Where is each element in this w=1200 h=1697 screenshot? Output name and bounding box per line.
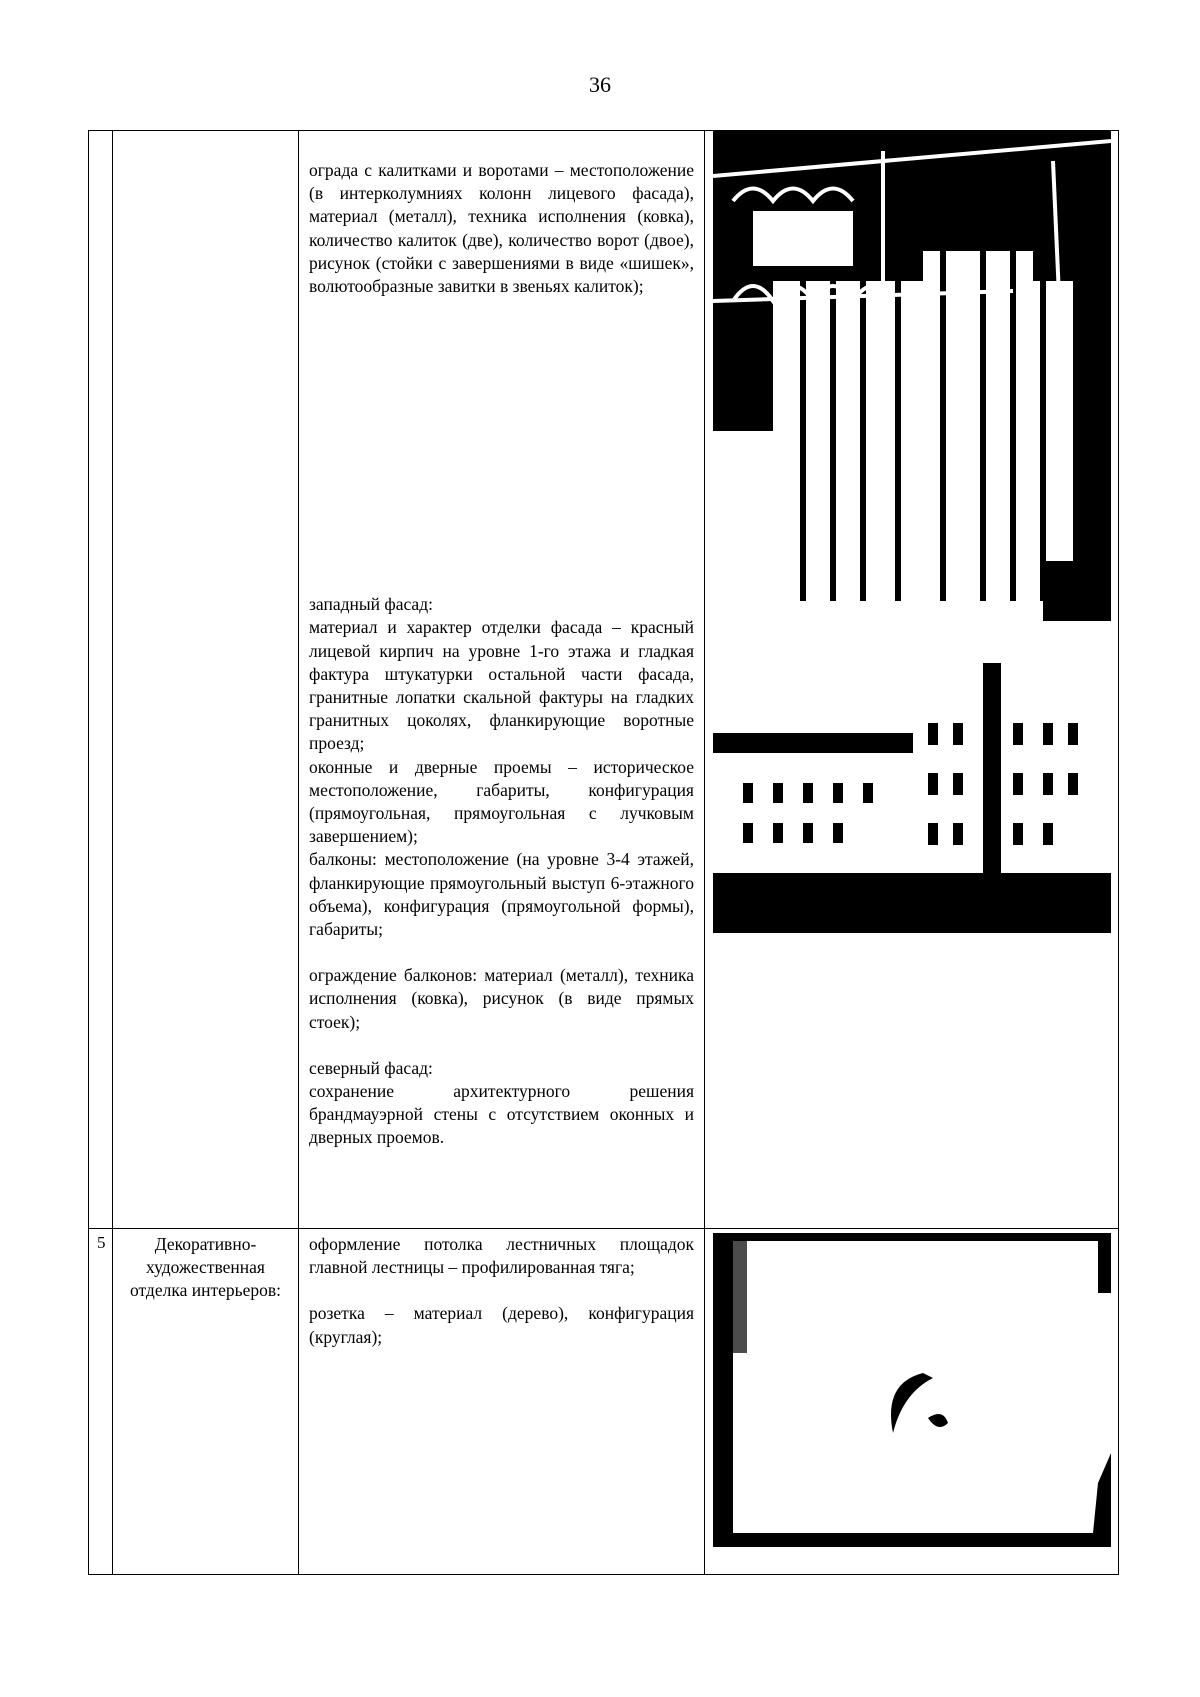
row-number-cell [89,131,113,1229]
firewall-description: сохранение архитектурного решения брандмауэрной стены с отсутствием оконных и дверных проемов. [309,1081,694,1148]
rosette-description: розетка – материал (дерево), конфигурация (круглая); [309,1303,694,1347]
description-cell [299,131,705,1229]
photo-cell [705,1229,1119,1575]
ceiling-rosette-photo [713,1233,1111,1547]
openings-description: оконные и дверные проемы – историческое местоположение, габариты, конфигурация (прямоугольная, прямоугольная с лучковым завершением); [309,756,694,847]
page-number: 36 [589,72,611,97]
fence-gate-photo [713,131,1111,653]
table-row [89,1229,1119,1575]
ceiling-description: оформление потолка лестничных площадок главной лестницы – профилированная тяга; [309,1234,694,1278]
description-cell [299,1229,705,1575]
row-title: Декоративно-художественная отделка интерьеров: [130,1234,281,1300]
north-facade-heading: северный фасад: [309,1057,433,1078]
row-number-cell [89,1229,113,1575]
balcony-railing-description: ограждение балконов: материал (металл), техника исполнения (ковка), рисунок (в виде прямых стоек); [309,965,694,1032]
row-number: 5 [97,1233,106,1252]
row-title-cell [113,1229,299,1575]
balconies-description: балконы: местоположение (на уровне 3-4 этажей, фланкирующие прямоугольный выступ 6-этажного объема), конфигурация (прямоугольной формы), габариты; [309,849,694,940]
fence-description: ограда с калитками и воротами – местоположение (в интерколумниях колонн лицевого фасада), материал (металл), техника исполнения (ковка), количество калиток (две), количество ворот (двое), рисунок (стойки с завершениями в виде «шишек», волютообразные завитки в звеньях калиток); [309,160,694,297]
facade-finish-description: материал и характер отделки фасада – красный лицевой кирпич на уровне 1-го этажа и гладкая фактура штукатурки остальной части фасада, гранитные лопатки скальной фактуры на гладких гранитных цоколях, фланкирующие воротные проезд; [309,617,694,754]
objects-table [88,130,1119,1575]
west-facade-photo [713,663,1111,933]
west-facade-heading: западный фасад: [309,594,433,615]
table-row [89,131,1119,1229]
row-title-cell [113,131,299,1229]
photo-cell [705,131,1119,1229]
